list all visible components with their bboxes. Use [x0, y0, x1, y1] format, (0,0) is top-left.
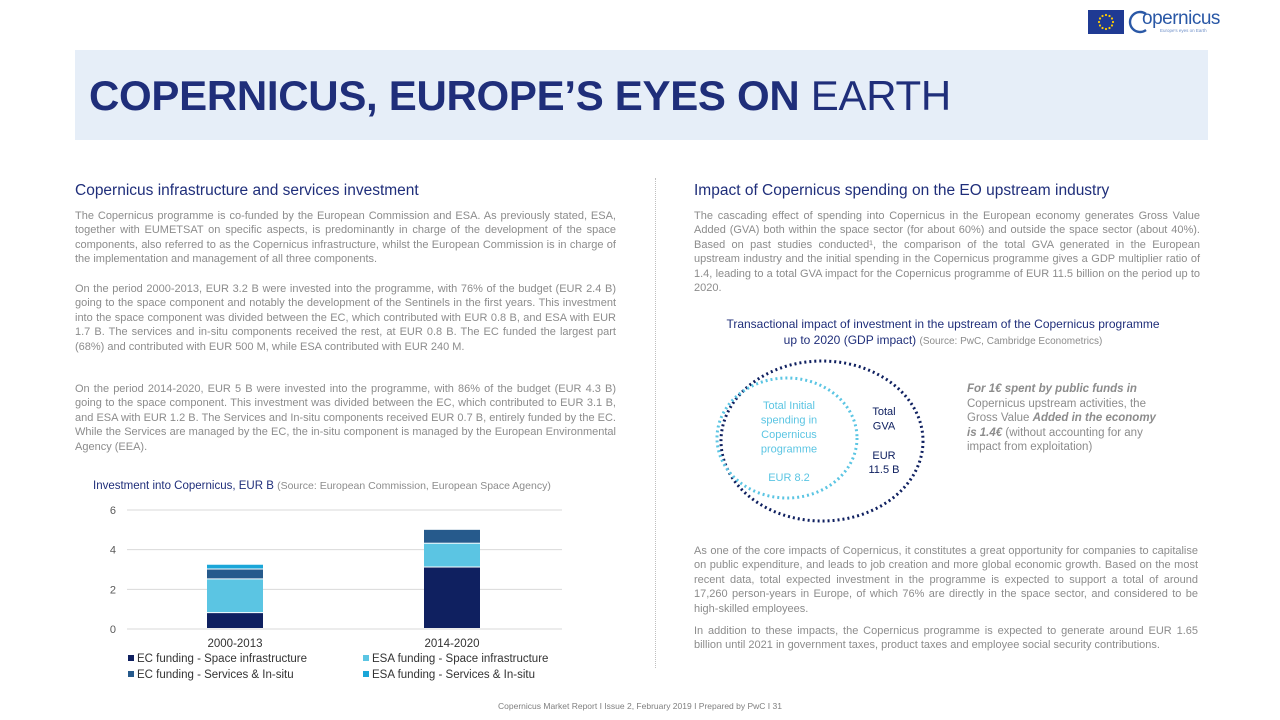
legend-item [363, 669, 535, 681]
logo-tagline: Europe's eyes on Earth [1160, 28, 1207, 33]
bar-segment [207, 565, 263, 569]
chart-source: (Source: European Commission, European Space Agency) [277, 480, 551, 492]
legend-swatch [128, 655, 134, 661]
right-paragraph-2: As one of the core impacts of Copernicus, it constitutes a great opportunity for companies to capitalise on public expenditure, and leads to job creation and more global economic growth. Based on the most recent data, total expected investment in the programme is expected to support a total of around 17,260 person-years in Europe, of which 76% are directly in the space sector, and considered to be high-skilled employees. [694, 545, 1198, 615]
diagram-title-line2-wrap [700, 333, 1186, 350]
y-tick-label: 0 [109, 624, 116, 636]
outer-circle-value: 11.5 B [868, 464, 900, 476]
outer-circle-value: EUR [872, 450, 896, 462]
column-divider [655, 178, 656, 668]
page-title [89, 72, 951, 120]
page-title-bold: COPERNICUS, EUROPE’S EYES ON [89, 72, 800, 119]
copernicus-logo [1088, 8, 1220, 36]
bar-segment [207, 570, 263, 579]
legend-swatch [363, 655, 369, 661]
left-paragraph-1: The Copernicus programme is co-funded by the European Commission and ESA. As previously stated, ESA, together with EUMETSAT on specific aspects, is predominantly in charge of the development of the space components, also referred to as the Copernicus infrastructure, whilst the European Commission is in charge of the implementation and management of all three components. [75, 210, 616, 266]
outer-circle-label: GVA [872, 420, 896, 433]
y-tick-label: 6 [109, 505, 116, 517]
legend-item [128, 669, 294, 681]
diagram-title-line1: Transactional impact of investment in the upstream of the Copernicus programme [726, 317, 1160, 331]
callout-mid: Copernicus upstream activities, the Gross Value [967, 397, 1146, 424]
inner-circle-label: Copernicus [761, 429, 817, 441]
bar-segment [207, 613, 263, 628]
inner-circle-label: programme [760, 443, 818, 456]
y-tick-label: 4 [109, 544, 116, 557]
left-paragraph-3: On the period 2014-2020, EUR 5 B were invested into the programme, with 86% of the budget (EUR 4.3 B) going to the space component. This investment was divided between the EC, which contributed to EUR 3.1 B, and ESA with EUR 1.2 B. The Services and In-situ components received EUR 0.7 B, entirely funded by the EC. While the Services are managed by the EC, the in-situ component is managed by the European Environmental Agency (EEA). [75, 383, 616, 453]
page-footer: Copernicus Market Report I Issue 2, February 2019 I Prepared by PwC I 31 [498, 701, 782, 711]
bar-segment [424, 544, 480, 567]
right-paragraph-3: In addition to these impacts, the Copernicus programme is expected to generate around EUR 1.65 billion until 2021 in government taxes, product taxes and employee social security contributions. [694, 625, 1198, 652]
inner-circle-value: EUR 8.2 [768, 472, 810, 484]
chart-title-text: Investment into Copernicus, EUR B [93, 480, 274, 492]
title-band [75, 50, 1208, 140]
legend-label: ESA funding - Services & In-situ [372, 669, 535, 681]
investment-bar-chart [100, 500, 570, 655]
left-paragraph-2: On the period 2000-2013, EUR 3.2 B were invested into the programme, with 76% of the budget (EUR 2.4 B) going to the space component and notably the development of the Sentinels in the first years. This investment into the space component was divided between the EC, which contributed with EUR 0.8 B, and ESA with EUR 1.7 B. The services and in-situ components received the rest, at EUR 0.8 B. The EC funded the largest part (68%) and contributed with EUR 500 M, while ESA contributed with EUR 240 M. [75, 283, 616, 353]
callout-em-1: For 1€ spent by public funds in [967, 383, 1137, 395]
bar-segment [424, 568, 480, 628]
callout-end: (without accounting for any impact from exploitation) [967, 426, 1143, 453]
y-tick-label: 2 [109, 584, 116, 597]
legend-label: EC funding - Services & In-situ [137, 669, 294, 681]
x-tick-label: 2000-2013 [207, 638, 263, 650]
x-tick-label: 2014-2020 [424, 638, 480, 650]
right-paragraph-1: The cascading effect of spending into Copernicus in the European economy generates Gross Value Added (GVA) both within the space sector (for about 60%) and outside the space sector (about 40%). Based on past studies conducted¹, the comparison of the total GVA generated in the European upstream industry and the initial spending in the Copernicus programme gives a GDP multiplier ratio of 1.4, leading to a total GVA impact for the Copernicus programme of EUR 11.5 billion on the period up to 2020. [694, 210, 1200, 295]
outer-circle-label: Total [872, 406, 896, 418]
impact-callout [967, 382, 1157, 455]
legend-label: EC funding - Space infrastructure [137, 653, 308, 665]
diagram-source: (Source: PwC, Cambridge Econometrics) [919, 335, 1103, 347]
right-heading: Impact of Copernicus spending on the EO upstream industry [694, 182, 1110, 199]
page-title-light: EARTH [810, 72, 951, 119]
inner-circle-label: Total Initial [763, 400, 815, 412]
legend-swatch [128, 671, 134, 677]
impact-circle-diagram [715, 355, 940, 530]
eu-flag-icon [1088, 10, 1124, 34]
legend-item [363, 653, 548, 665]
logo-wordmark: opernicus [1142, 8, 1220, 29]
diagram-title-line2: up to 2020 (GDP impact) [783, 332, 917, 347]
callout-em-2: Added in the economy is 1.4€ [967, 412, 1156, 439]
legend-label: ESA funding - Space infrastructure [372, 653, 549, 665]
bar-segment [424, 530, 480, 543]
outer-circle [721, 361, 923, 521]
inner-circle-label: spending in [760, 414, 818, 427]
left-heading: Copernicus infrastructure and services investment [75, 182, 419, 199]
chart-title [93, 480, 551, 492]
diagram-title [700, 317, 1186, 349]
legend-item [128, 653, 307, 665]
legend-swatch [363, 671, 369, 677]
bar-segment [207, 579, 263, 612]
